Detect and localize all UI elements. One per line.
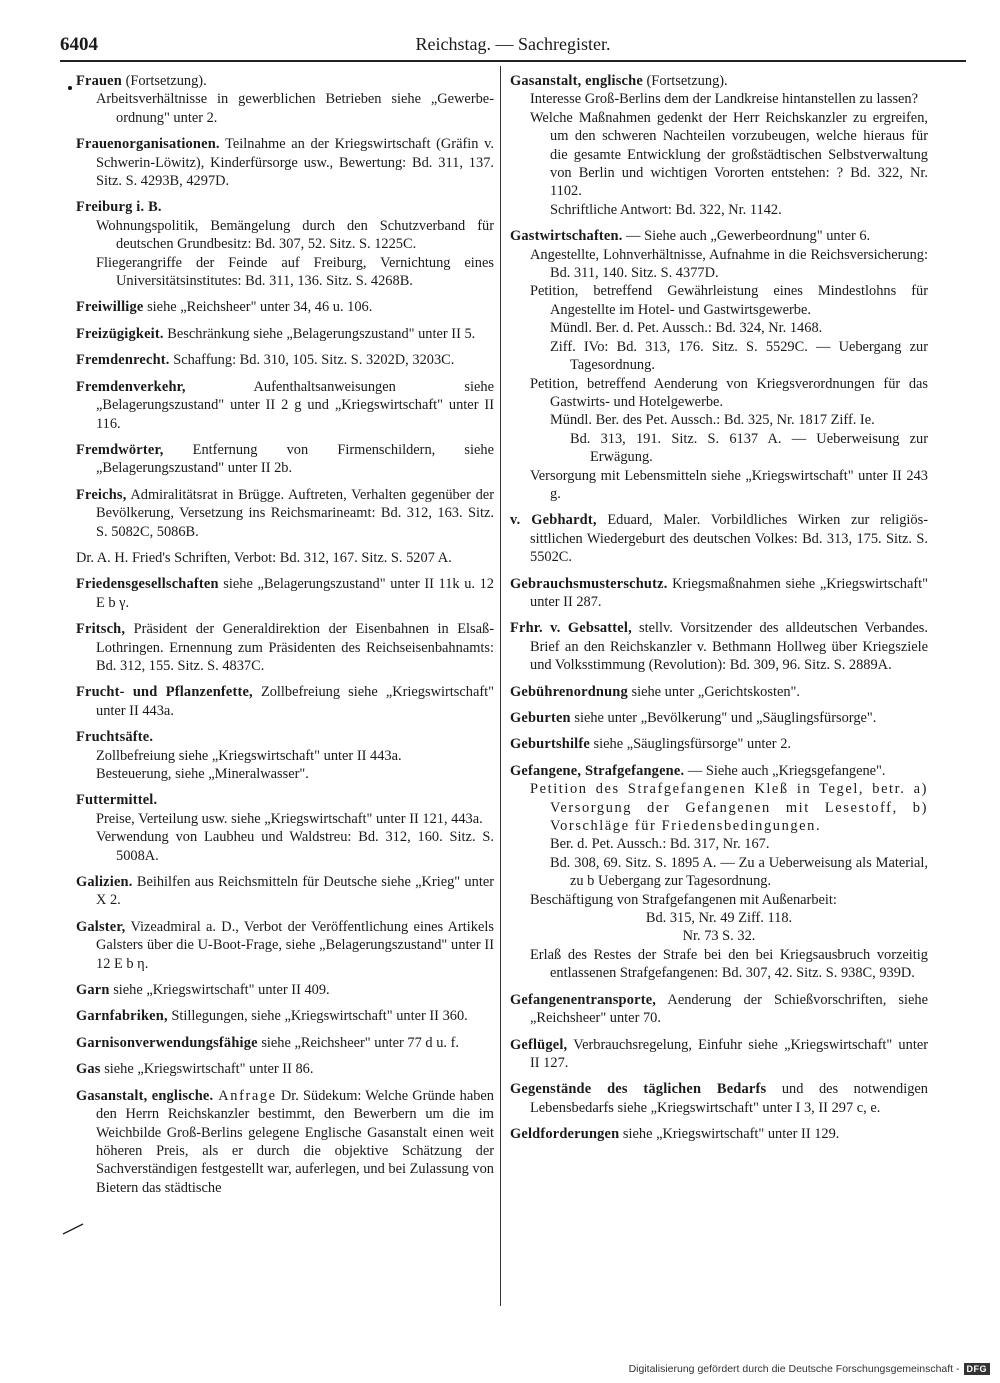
entry-line — [76, 325, 494, 343]
entry-subline: Preise, Verteilung usw. siehe „Kriegswirtschaft" unter II 121, 443a. — [96, 810, 483, 827]
entry-text: siehe „Säuglingsfürsorge" unter 2. — [589, 736, 791, 753]
entry-headword: Fremdenverkehr, — [76, 378, 186, 395]
entry-line — [510, 1080, 928, 1117]
entry-text: siehe „Kriegswirtschaft" unter II 129. — [619, 1126, 840, 1143]
entry-subline: Bd. 313, 191. Sitz. S. 6137 A. — Ueberweisung zur Erwägung. — [570, 430, 928, 466]
entry-text: Aufenthaltsanweisungen siehe „Belagerungszustand" unter II 2 g und „Kriegswirtschaft" unter II 116. — [96, 378, 494, 432]
entry-subline: Versorgung mit Lebensmitteln siehe „Kriegswirtschaft" unter II 243 g. — [530, 467, 928, 502]
index-entry — [76, 728, 494, 783]
entry-text: Schaffung: Bd. 310, 105. Sitz. S. 3202D, 3203C. — [169, 352, 455, 369]
entry-line — [76, 549, 494, 567]
entry-line — [510, 227, 928, 245]
page-number: 6404 — [60, 34, 98, 55]
entry-headword: Futtermittel. — [76, 792, 158, 809]
digitization-footer — [629, 1363, 990, 1375]
column-divider — [500, 66, 501, 1306]
entry-headword: Galster, — [76, 918, 126, 935]
entry-line — [76, 298, 494, 316]
page-header — [60, 30, 966, 62]
entry-subline: Mündl. Ber. d. Pet. Aussch.: Bd. 324, Nr. 1468. — [550, 320, 823, 337]
index-entry — [76, 873, 494, 910]
index-entry — [510, 1080, 928, 1117]
entry-line — [510, 991, 928, 1028]
entry-text: (Fortsetzung). — [121, 73, 207, 89]
index-entry — [76, 441, 494, 478]
entry-text: Admiralitätsrat in Brügge. Auftreten, Verhalten gegenüber der Bevölkerung, Versetzung ins Reichsmarineamt: Bd. 312, 163. Sitz. S. 5082C, 5086B. — [96, 486, 494, 540]
entry-headword: Frauen — [76, 73, 122, 89]
index-entry — [510, 511, 928, 566]
entry-subline: Welche Maßnahmen gedenkt der Herr Reichskanzler zu ergreifen, um den schweren Nachteilen vorzubeugen, welche hieraus für die gesamte Entwicklung der großstädtischen Selbstverwaltung von Berlin und wichtigen Vororten entstehen: ? Bd. 322, Nr. 1102. — [530, 109, 928, 200]
entry-text: siehe „Belagerungszustand" unter II 11k u. 12 E b γ. — [96, 576, 494, 611]
entry-subline: Bd. 315, Nr. 49 Ziff. 118. — [645, 910, 793, 927]
entry-subline: Beschäftigung von Strafgefangenen mit Außenarbeit: — [530, 891, 837, 908]
index-entry — [510, 991, 928, 1028]
entry-subline: Petition, betreffend Aenderung von Kriegsverordnungen für das Gastwirts- und Hotelgewerbe. — [530, 375, 928, 410]
entry-text: Teilnahme an der Kriegswirtschaft (Gräfin v. Schwerin-Löwitz), Kinderfürsorge usw., Bewertung: Bd. 311, 137. Sitz. S. 4293B, 4297D. — [96, 136, 494, 190]
entry-line — [76, 981, 494, 999]
entry-subline: Angestellte, Lohnverhältnisse, Aufnahme in die Reichsversicherung: Bd. 311, 140. Sitz. S. 4377D. — [530, 246, 928, 282]
entry-headword: Geburtshilfe — [510, 736, 590, 753]
entry-headword: Gebrauchsmusterschutz. — [510, 575, 668, 592]
entry-subline: Bd. 308, 69. Sitz. S. 1895 A. — Zu a Ueberweisung als Material, zu b Uebergang zur Tagesordnung. — [550, 854, 928, 890]
index-entry — [510, 735, 928, 753]
index-entry — [510, 72, 928, 219]
entry-text: Vizeadmiral a. D., Verbot der Veröffentlichung eines Artikels Galsters über die U-Boot-Frage, siehe „Belagerungszustand" unter II 12 E b η. — [96, 918, 494, 972]
entry-text: Dr. A. H. Fried's Schriften, Verbot: Bd. 312, 167. Sitz. S. 5207 A. — [76, 549, 452, 566]
entry-headword: Garnfabriken, — [76, 1008, 168, 1025]
entry-text: siehe unter „Bevölkerung" und „Säuglingsfürsorge". — [570, 710, 877, 726]
index-column-right — [510, 72, 928, 1300]
index-entry — [76, 135, 494, 190]
entry-headword: Freizügigkeit. — [76, 325, 164, 342]
entry-subline: Ber. d. Pet. Aussch.: Bd. 317, Nr. 167. — [550, 836, 770, 853]
index-entry — [76, 981, 494, 999]
entry-text: Entfernung von Firmenschildern, siehe „Belagerungszustand" unter II 2b. — [96, 441, 494, 477]
entry-subline: Besteuerung, siehe „Mineralwasser". — [96, 766, 309, 782]
entry-line — [76, 873, 494, 910]
entry-line — [76, 620, 494, 675]
index-entry — [76, 1007, 494, 1025]
entry-headword: Gefangenentransporte, — [510, 991, 657, 1008]
entry-text: Aenderung der Schießvorschriften, siehe „Reichsheer" unter 70. — [530, 991, 928, 1027]
entry-line — [76, 135, 494, 190]
entry-headword: Geflügel, — [510, 1036, 568, 1053]
entry-headword: Frauenorganisationen. — [76, 136, 220, 153]
index-entry — [510, 227, 928, 503]
ink-dot-mark — [68, 86, 72, 90]
entry-line — [510, 1125, 928, 1143]
entry-subline: Fliegerangriffe der Feinde auf Freiburg, Vernichtung eines Universitätsinstitutes: Bd. 311, 136. Sitz. S. 4268B. — [96, 254, 494, 290]
entry-text: und des notwendigen Lebensbedarfs siehe „Kriegswirtschaft" unter I 3, II 297 c, e. — [530, 1081, 928, 1116]
running-head: Reichstag. — Sachregister. — [415, 34, 611, 54]
entry-headword: Geburten — [510, 710, 571, 726]
entry-headword: Freiwillige — [76, 299, 144, 316]
entry-headword: Gefangene, Strafgefangene. — [510, 762, 685, 779]
entry-subline: Verwendung von Laubheu und Waldstreu: Bd. 312, 160. Sitz. S. 5008A. — [96, 829, 494, 864]
entry-headword: Fritsch, — [76, 621, 126, 638]
entry-spaced-word: Anfrage — [213, 1087, 277, 1104]
entry-line — [510, 683, 928, 701]
entry-headword: Fruchtsäfte. — [76, 729, 154, 746]
entry-line — [76, 198, 494, 216]
entry-headword: Frucht- und Pflanzenfette, — [76, 684, 253, 701]
entry-text: Beihilfen aus Reichsmitteln für Deutsche siehe „Krieg" unter X 2. — [96, 874, 494, 909]
entry-headword: Friedensgesellschaften — [76, 576, 219, 593]
entry-line — [76, 72, 494, 90]
entry-text: Zollbefreiung siehe „Kriegswirtschaft" unter II 443a. — [96, 684, 494, 719]
index-entry — [76, 298, 494, 316]
entry-headword: Gasanstalt, englische — [510, 73, 643, 89]
entry-headword: Fremdenrecht. — [76, 352, 170, 369]
index-column-left — [76, 72, 494, 1300]
entry-headword: Gasanstalt, englische. — [76, 1087, 214, 1104]
index-entry — [76, 1060, 494, 1078]
index-entry — [510, 709, 928, 727]
entry-headword: Freichs, — [76, 486, 127, 503]
entry-line — [76, 486, 494, 541]
index-entry — [76, 351, 494, 369]
entry-text: — Siehe auch „Gewerbeordnung" unter 6. — [622, 228, 871, 245]
index-entry — [76, 918, 494, 973]
entry-headword: Fremdwörter, — [76, 441, 164, 458]
entry-subline: Nr. 73 S. 32. — [682, 928, 756, 945]
index-entry — [76, 325, 494, 343]
index-entry — [510, 575, 928, 612]
entry-text: Kriegsmaßnahmen siehe „Kriegswirtschaft" unter II 287. — [530, 575, 928, 610]
entry-subline: Ziff. IVo: Bd. 313, 176. Sitz. S. 5529C. — Uebergang zur Tagesordnung. — [550, 338, 928, 374]
entry-headword: Garn — [76, 982, 110, 999]
entry-headword: v. Gebhardt, — [510, 512, 597, 529]
entry-line — [510, 72, 928, 90]
entry-line — [76, 575, 494, 612]
entry-subline: Interesse Groß-Berlins dem der Landkreise hintanstellen zu lassen? — [530, 91, 919, 108]
index-entry — [76, 549, 494, 567]
index-entry — [76, 620, 494, 675]
entry-line — [76, 351, 494, 369]
entry-line — [76, 1087, 494, 1197]
entry-headword: Garnisonverwendungsfähige — [76, 1034, 258, 1051]
entry-line — [76, 441, 494, 478]
entry-headword: Gebührenordnung — [510, 683, 628, 700]
index-entry — [76, 683, 494, 720]
entry-headword: Freiburg i. B. — [76, 199, 162, 216]
entry-line — [76, 683, 494, 720]
entry-subline: Wohnungspolitik, Bemängelung durch den Schutzverband für deutschen Grundbesitz: Bd. 307, 52. Sitz. S. 1225C. — [96, 217, 494, 253]
entry-line — [510, 1036, 928, 1073]
entry-line — [510, 511, 928, 566]
entry-subline: Zollbefreiung siehe „Kriegswirtschaft" unter II 443a. — [96, 747, 402, 764]
entry-subline: Schriftliche Antwort: Bd. 322, Nr. 1142. — [550, 201, 782, 218]
index-entry — [76, 72, 494, 127]
entry-text: siehe „Reichsheer" unter 34, 46 u. 106. — [143, 299, 373, 316]
entry-line — [76, 918, 494, 973]
entry-headword: Gastwirtschaften. — [510, 228, 623, 245]
entry-subline: Petition des Strafgefangenen Kleß in Tegel, betr. a) Versorgung der Gefangenen mit Lesestoff, b) Vorschläge für Friedensbedingungen. — [530, 781, 928, 835]
entry-line — [76, 791, 494, 809]
entry-headword: Galizien. — [76, 874, 133, 891]
entry-headword: Gas — [76, 1061, 101, 1078]
index-entry — [510, 683, 928, 701]
footer-text: Digitalisierung gefördert durch die Deutsche Forschungsgemeinschaft - — [628, 1363, 960, 1375]
index-entry — [510, 619, 928, 674]
entry-line — [76, 378, 494, 433]
entry-text: siehe „Reichsheer" unter 77 d u. f. — [257, 1034, 459, 1051]
entry-text: siehe „Kriegswirtschaft" unter II 86. — [100, 1061, 314, 1078]
entry-text: (Fortsetzung). — [642, 73, 728, 89]
entry-text: Eduard, Maler. Vorbildliches Wirken zur religiös-sittlichen Wiedergeburt des deutschen Volkes: Bd. 313, 175. Sitz. S. 5502C. — [530, 512, 928, 566]
entry-line — [510, 575, 928, 612]
entry-line — [76, 1007, 494, 1025]
dfg-logo: DFG — [964, 1363, 991, 1375]
entry-line — [510, 735, 928, 753]
entry-text: stellv. Vorsitzender des alldeutschen Verbandes. Brief an den Reichskanzler v. Bethmann Hollweg über Kriegsziele und Volksstimmung (Revolution): Bd. 309, 96. Sitz. S. 2889A. — [530, 620, 928, 674]
entry-line — [76, 1034, 494, 1052]
index-entry — [76, 575, 494, 612]
entry-line — [510, 709, 928, 727]
entry-subline: Mündl. Ber. des Pet. Aussch.: Bd. 325, Nr. 1817 Ziff. Ie. — [550, 412, 875, 429]
pencil-check-mark — [62, 1222, 84, 1236]
index-entry — [510, 1036, 928, 1073]
entry-text: Dr. Südekum: Welche Gründe haben den Herrn Reichskanzler bestimmt, den Bewerbern um die im Weichbilde Groß-Berlins gelegene Englische Gasanstalt einen weit höheren Preis, als er durch die objektive Schätzung der Sachverständigen festgestellt war, auferlegen, und bei Zulassung von Bietern das städtische — [96, 1087, 494, 1196]
entry-headword: Geldforderungen — [510, 1126, 620, 1143]
entry-headword: Frhr. v. Gebsattel, — [510, 620, 632, 637]
index-entry — [76, 198, 494, 290]
index-entry — [510, 1125, 928, 1143]
entry-text: Präsident der Generaldirektion der Eisenbahnen in Elsaß-Lothringen. Ernennung zum Präsidenten des Reichseisenbahnamts: Bd. 312, 155. Sitz. S. 4837C. — [96, 621, 494, 674]
index-entry — [76, 486, 494, 541]
entry-line — [510, 619, 928, 674]
index-entry — [76, 378, 494, 433]
entry-line — [76, 1060, 494, 1078]
entry-subline: Petition, betreffend Gewährleistung eines Mindestlohns für Angestellte im Hotel- und Gastwirtsgewerbe. — [530, 283, 928, 318]
entry-line — [76, 728, 494, 746]
entry-text: Stillegungen, siehe „Kriegswirtschaft" unter II 360. — [167, 1008, 468, 1025]
entry-text: Verbrauchsregelung, Einfuhr siehe „Kriegswirtschaft" unter II 127. — [530, 1036, 928, 1071]
entry-headword: Gegenstände des täglichen Bedarfs — [510, 1081, 767, 1098]
entry-text: Beschränkung siehe „Belagerungszustand" unter II 5. — [163, 325, 476, 342]
index-entry — [76, 791, 494, 865]
entry-text: siehe unter „Gerichtskosten". — [627, 683, 801, 700]
entry-text: — Siehe auch „Kriegsgefangene". — [684, 762, 886, 779]
index-entry — [76, 1034, 494, 1052]
index-entry — [76, 1087, 494, 1197]
entry-subline: Erlaß des Restes der Strafe bei den bei Kriegsausbruch vorzeitig entlassenen Strafgefangenen: Bd. 307, 42. Sitz. S. 938C, 939D. — [530, 946, 928, 982]
entry-subline: Arbeitsverhältnisse in gewerblichen Betrieben siehe „Gewerbe-ordnung" unter 2. — [96, 91, 494, 126]
index-entry — [510, 762, 928, 983]
entry-text: siehe „Kriegswirtschaft" unter II 409. — [109, 982, 330, 999]
entry-line — [510, 762, 928, 780]
